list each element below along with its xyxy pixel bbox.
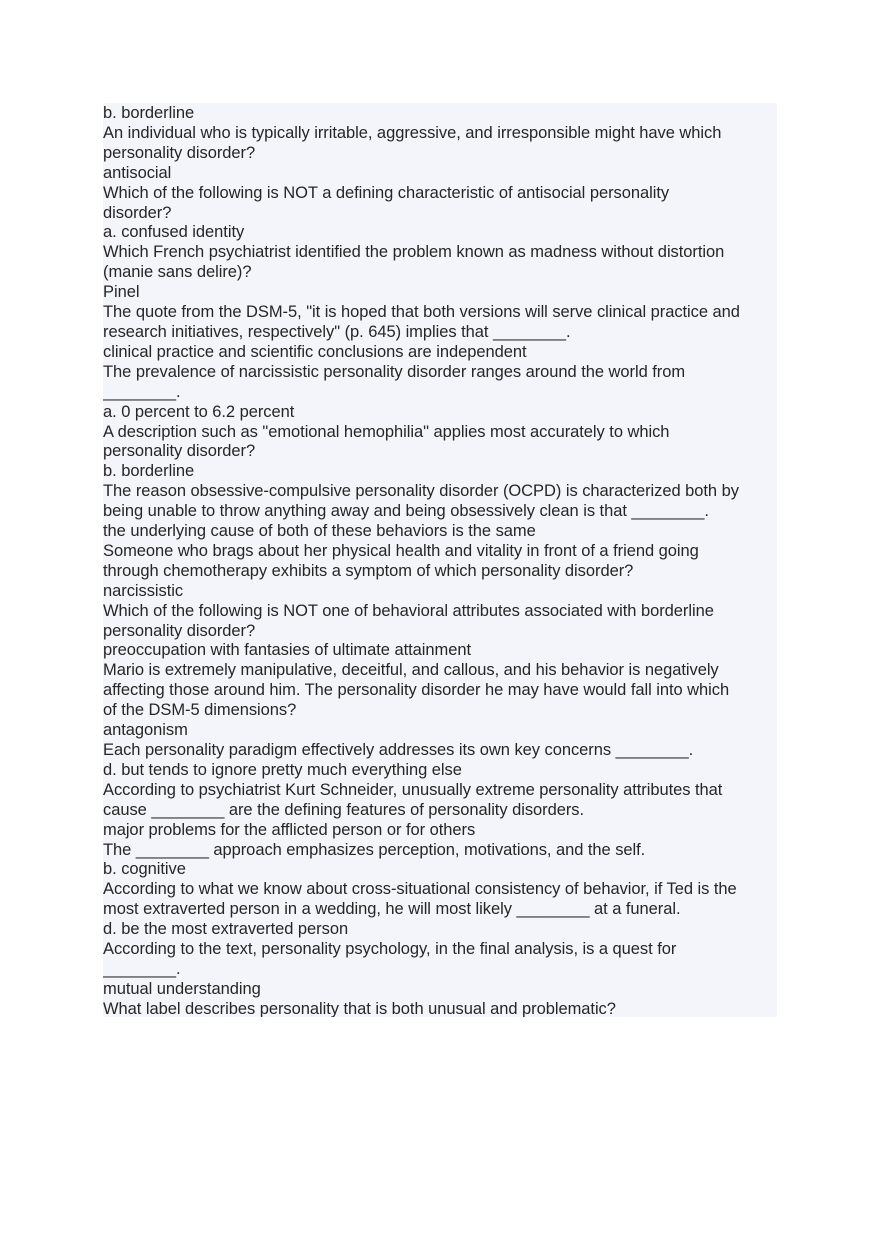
question-line: According to the text, personality psychology, in the final analysis, is a quest for [103,940,677,959]
answer-line: antagonism [103,721,188,740]
question-line: Which of the following is NOT one of behavioral attributes associated with borderline [103,601,714,620]
question-line: through chemotherapy exhibits a symptom of which personality disorder? [103,561,634,580]
answer-line: the underlying cause of both of these behaviors is the same [103,522,536,541]
question-line: most extraverted person in a wedding, he will most likely ________ at a funeral. [103,900,681,919]
answer-line: a. 0 percent to 6.2 percent [103,402,295,421]
question-line: The reason obsessive-compulsive personality disorder (OCPD) is characterized both by [103,482,739,501]
question-line: What label describes personality that is both unusual and problematic? [103,999,616,1017]
question-line: An individual who is typically irritable, aggressive, and irresponsible might have which [103,123,722,142]
question-line: A description such as "emotional hemophilia" applies most accurately to which [103,422,670,441]
answer-line: clinical practice and scientific conclusions are independent [103,342,527,361]
answer-line: Pinel [103,283,140,302]
answer-line: b. borderline [103,462,195,481]
answer-line: d. but tends to ignore pretty much everything else [103,760,462,779]
question-line: personality disorder? [103,143,256,162]
answer-line: mutual understanding [103,979,261,998]
question-line: The ________ approach emphasizes perception, motivations, and the self. [103,840,646,859]
answer-line: narcissistic [103,581,184,600]
question-line: research initiatives, respectively" (p. 645) implies that ________. [103,322,571,341]
question-line: ________. [103,959,181,978]
answer-line: preoccupation with fantasies of ultimate attainment [103,641,471,660]
question-line: cause ________ are the defining features of personality disorders. [103,800,585,819]
answer-line: d. be the most extraverted person [103,920,349,939]
answer-line: a. confused identity [103,223,245,242]
question-line: Mario is extremely manipulative, deceitful, and callous, and his behavior is negatively [103,661,719,680]
question-line: According to psychiatrist Kurt Schneider, unusually extreme personality attributes that [103,780,723,799]
question-line: The prevalence of narcissistic personality disorder ranges around the world from [103,362,686,381]
question-line: disorder? [103,203,172,222]
question-line: The quote from the DSM-5, "it is hoped that both versions will serve clinical practice and [103,303,740,322]
answer-line: b. cognitive [103,860,186,879]
question-line: Which of the following is NOT a defining characteristic of antisocial personality [103,183,670,202]
flashcard-text-block [103,103,777,1017]
question-line: ________. [103,382,181,401]
question-line: Someone who brags about her physical health and vitality in front of a friend going [103,541,699,560]
question-line: Each personality paradigm effectively addresses its own key concerns ________. [103,741,694,759]
question-line: affecting those around him. The personality disorder he may have would fall into which [103,681,730,700]
answer-line: b. borderline [103,104,195,122]
question-line: of the DSM-5 dimensions? [103,701,297,720]
question-line: (manie sans delire)? [103,263,252,282]
question-line: Which French psychiatrist identified the problem known as madness without distortion [103,243,725,262]
question-line: personality disorder? [103,442,256,461]
question-line: personality disorder? [103,621,256,640]
question-line: According to what we know about cross-situational consistency of behavior, if Ted is the [103,880,737,899]
answer-line: antisocial [103,163,172,182]
question-line: being unable to throw anything away and being obsessively clean is that ________. [103,502,709,521]
answer-line: major problems for the afflicted person or for others [103,820,476,839]
